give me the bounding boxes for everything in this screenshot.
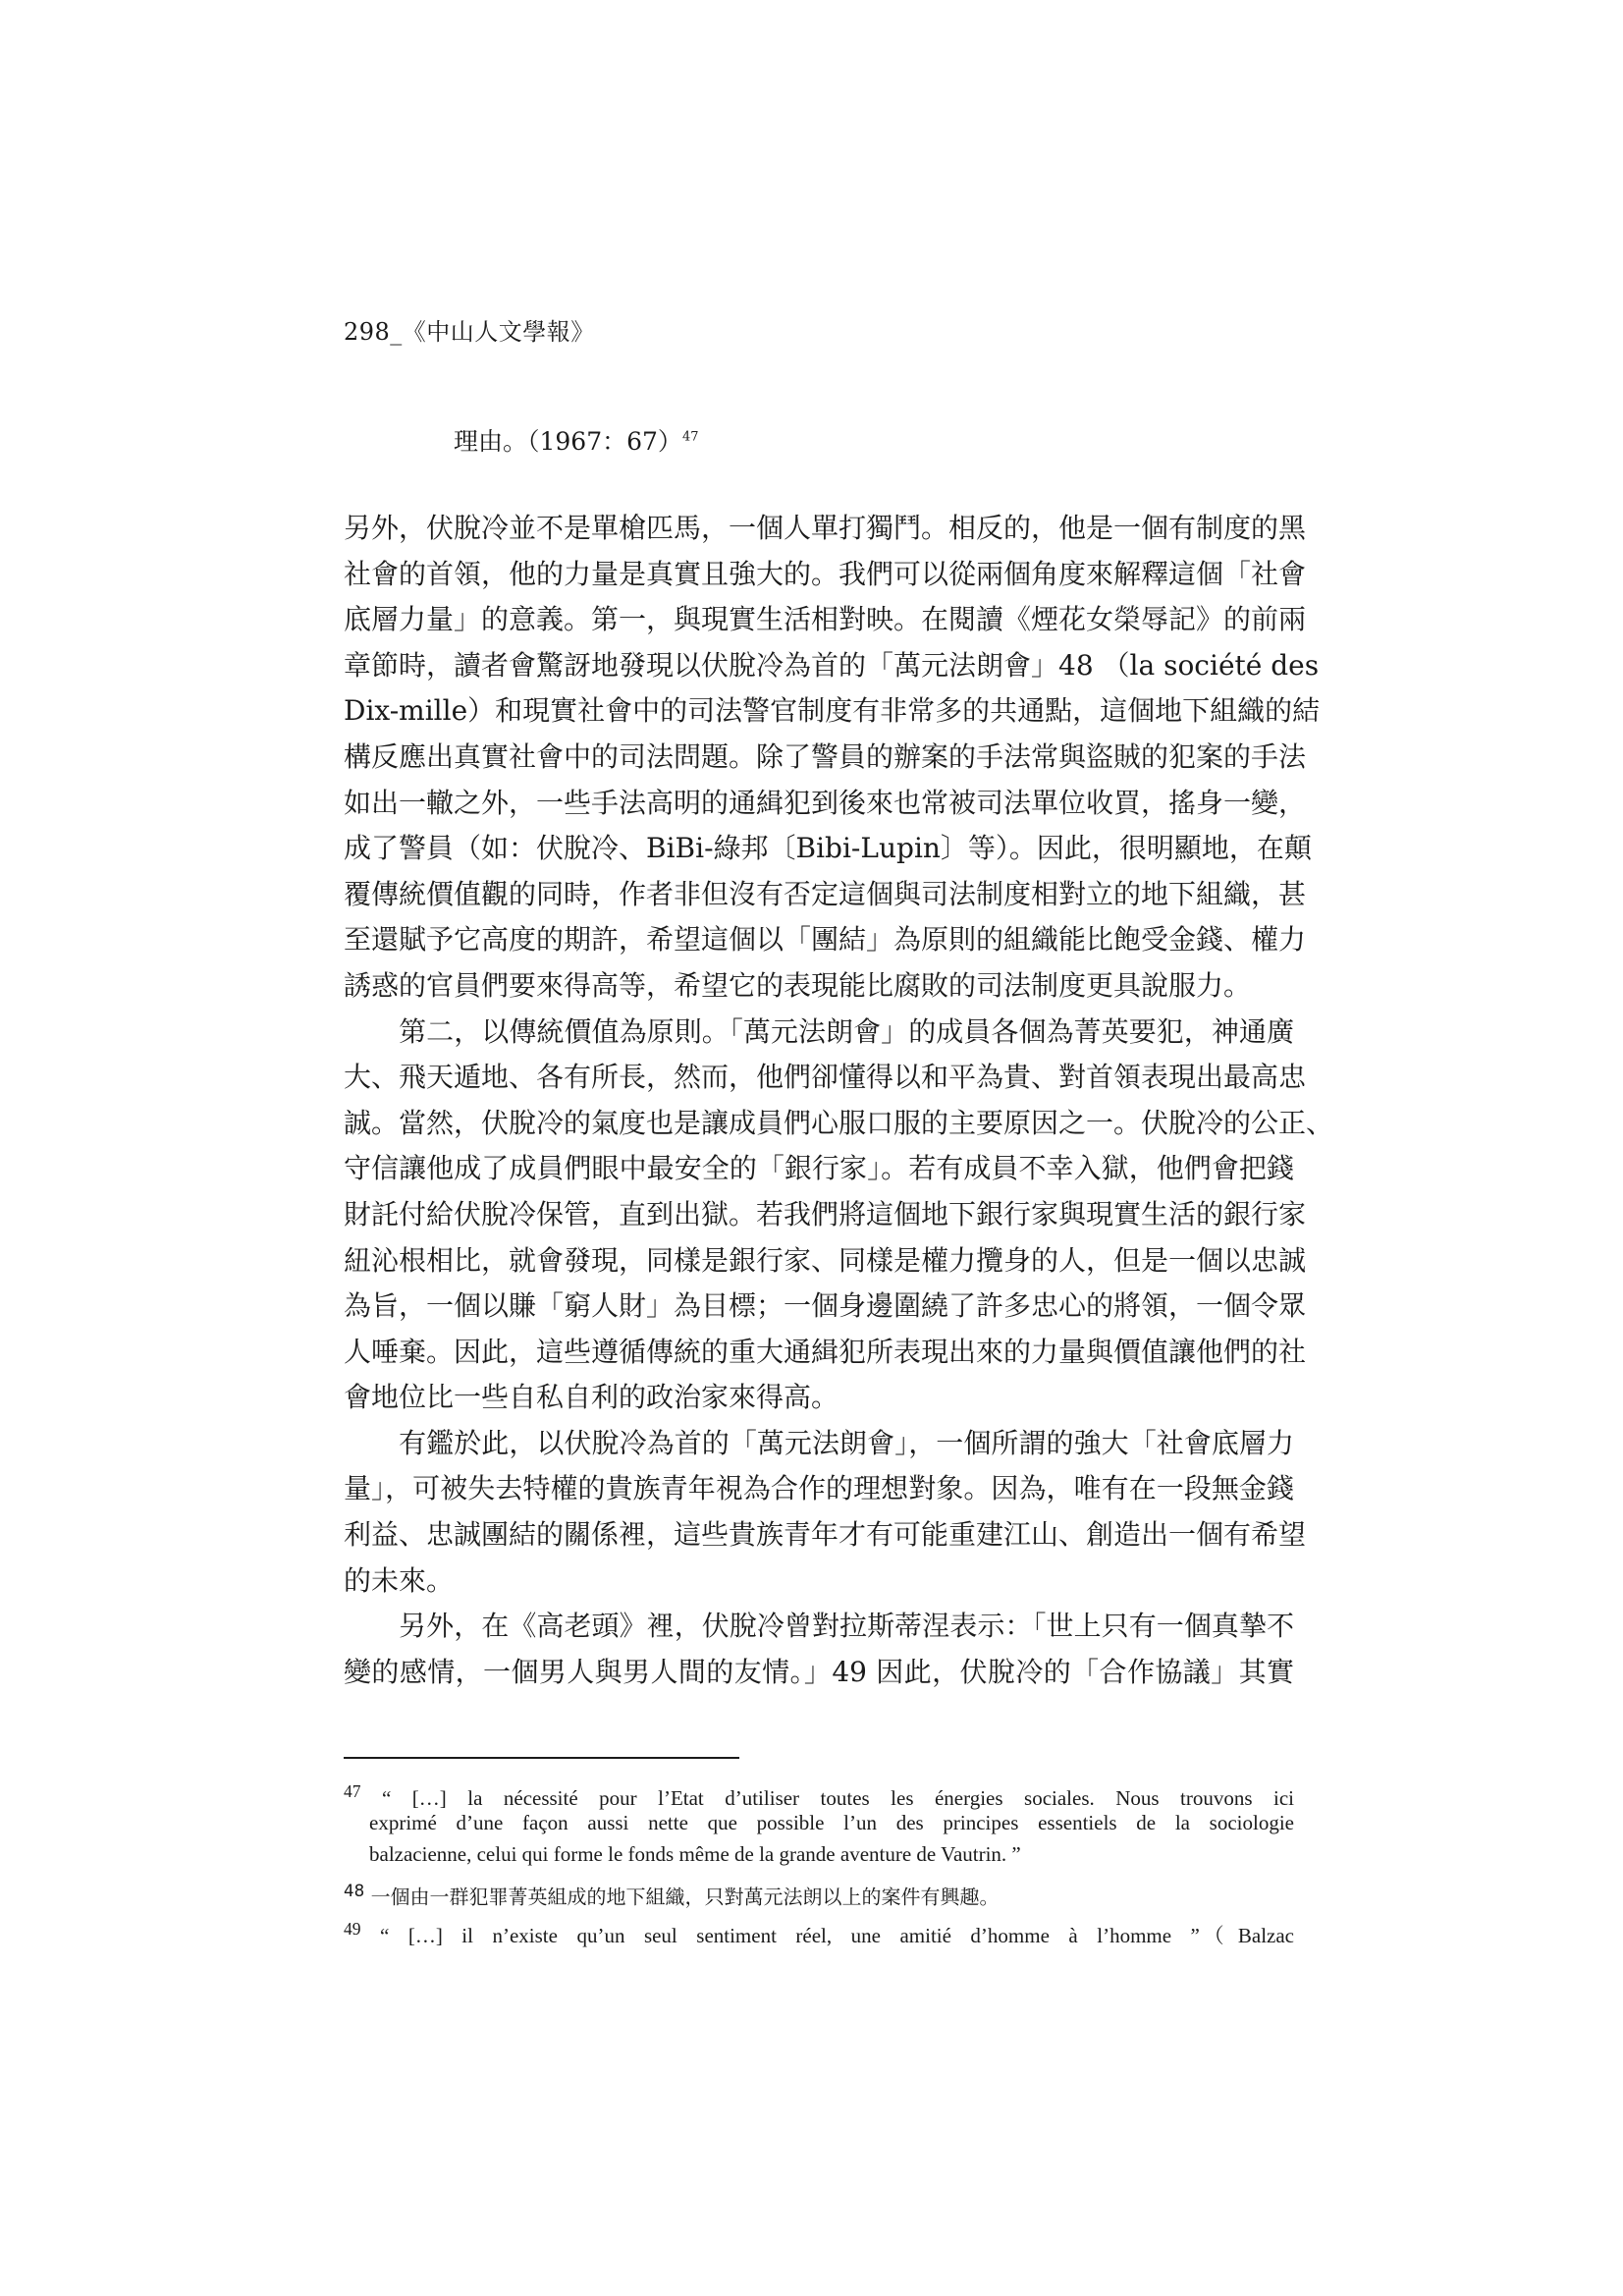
- footnote-line: exprimé d’une façon aussi nette que possible l’un des principes essentiels de la sociologie: [369, 1811, 1294, 1834]
- body-line: 成了警員（如：伏脫冷、BiBi-綠邦〔Bibi-Lupin〕等）。因此，很明顯地，在顛: [344, 832, 1312, 865]
- body-line: 覆傳統價值觀的同時，作者非但沒有否定這個與司法制度相對立的地下組織，甚: [344, 877, 1307, 910]
- footnote-text: “ […] la nécessité pour l’Etat d’utiliser toutes les énergies sociales. Nous trouvons ici: [381, 1786, 1295, 1810]
- body-line: 另外，在《高老頭》裡，伏脫冷曾對拉斯蒂涅表示：「世上只有一個真摯不: [344, 1610, 1294, 1643]
- body-text: [344, 506, 1334, 1695]
- body-line: 紐沁根相比，就會發現，同樣是銀行家、同樣是權力攬身的人，但是一個以忠誠: [344, 1243, 1307, 1277]
- footnote-number: 47: [344, 1781, 361, 1801]
- body-line: 有鑑於此，以伏脫冷為首的「萬元法朗會」，一個所謂的強大「社會底層力: [344, 1426, 1294, 1459]
- footnote-number: 48: [344, 1882, 365, 1900]
- body-line: 第二，以傳統價值為原則。「萬元法朗會」的成員各個為菁英要犯，神通廣: [344, 1014, 1294, 1048]
- body-line: 誠。當然，伏脫冷的氣度也是讓成員們心服口服的主要原因之一。伏脫冷的公正、: [344, 1106, 1334, 1139]
- footnote-text: “ […] il n’existe qu’un seul sentiment réel, une amitié d’homme à l’homme ”（Balzac: [380, 1924, 1294, 1947]
- body-line: 守信讓他成了成員們眼中最安全的「銀行家」。若有成員不幸入獄，他們會把錢: [344, 1152, 1294, 1185]
- footnote-line: [344, 1876, 1294, 1907]
- footnote-ref-47[interactable]: 47: [681, 429, 699, 445]
- running-header: 298_《中山人文學報》: [344, 318, 595, 346]
- footnotes: [344, 1776, 1295, 1947]
- block-quote-ending: [454, 422, 698, 458]
- footnote-line: [344, 1913, 1294, 1947]
- body-line: 構反應出真實社會中的司法問題。除了警員的辦案的手法常與盜賊的犯案的手法: [344, 739, 1307, 773]
- body-line: 社會的首領，他的力量是真實且強大的。我們可以從兩個角度來解釋這個「社會: [344, 557, 1307, 590]
- footnote-separator: [344, 1757, 739, 1759]
- body-line: 為旨，一個以賺「窮人財」為目標；一個身邊圍繞了許多忠心的將領，一個令眾: [344, 1289, 1307, 1323]
- body-line: Dix-mille）和現實社會中的司法警官制度有非常多的共通點，這個地下組織的結: [344, 694, 1321, 728]
- footnote-line: [344, 1776, 1295, 1810]
- footnote-text: 一個由一群犯罪菁英組成的地下組織，只對萬元法朗以上的案件有興趣。: [370, 1885, 1000, 1909]
- body-line: 人唾棄。因此，這些遵循傳統的重大通緝犯所表現出來的力量與價值讓他們的社: [344, 1335, 1307, 1368]
- body-line: 大、飛天遁地、各有所長，然而，他們卻懂得以和平為貴、對首領表現出最高忠: [344, 1061, 1307, 1094]
- body-line: 的未來。: [344, 1563, 455, 1597]
- body-line: 財託付給伏脫冷保管，直到出獄。若我們將這個地下銀行家與現實生活的銀行家: [344, 1197, 1307, 1230]
- footnote-line: balzacienne, celui qui forme le fonds même de la grande aventure de Vautrin. ”: [369, 1842, 1021, 1866]
- quote-end-text: 理由。（1967：67）: [454, 427, 682, 456]
- body-line: 至還賦予它高度的期許，希望這個以「團結」為原則的組織能比飽受金錢、權力: [344, 923, 1307, 957]
- footnote-48: [344, 1876, 1294, 1907]
- body-line: 量」，可被失去特權的貴族青年視為合作的理想對象。因為，唯有在一段無金錢: [344, 1472, 1294, 1505]
- footnote-47: [344, 1776, 1294, 1870]
- body-line: 底層力量」的意義。第一，與現實生活相對映。在閱讀《煙花女榮辱記》的前兩: [344, 603, 1307, 636]
- body-line: 會地位比一些自私自利的政治家來得高。: [344, 1381, 839, 1414]
- body-line: 如出一轍之外，一些手法高明的通緝犯到後來也常被司法單位收買，搖身一變，: [344, 786, 1307, 819]
- footnote-49: [344, 1913, 1294, 1947]
- body-line: 變的感情，一個男人與男人間的友情。」49 因此，伏脫冷的「合作協議」其實: [344, 1655, 1294, 1688]
- body-line: 章節時，讀者會驚訝地發現以伏脫冷為首的「萬元法朗會」48 （la société des: [344, 648, 1320, 682]
- footnote-number: 49: [344, 1919, 361, 1939]
- body-line: 誘惑的官員們要來得高等，希望它的表現能比腐敗的司法制度更具說服力。: [344, 968, 1252, 1002]
- body-line: 另外，伏脫冷並不是單槍匹馬，一個人單打獨鬥。相反的，他是一個有制度的黑: [344, 512, 1307, 544]
- body-line: 利益、忠誠團結的關係裡，這些貴族青年才有可能重建江山、創造出一個有希望: [344, 1518, 1307, 1552]
